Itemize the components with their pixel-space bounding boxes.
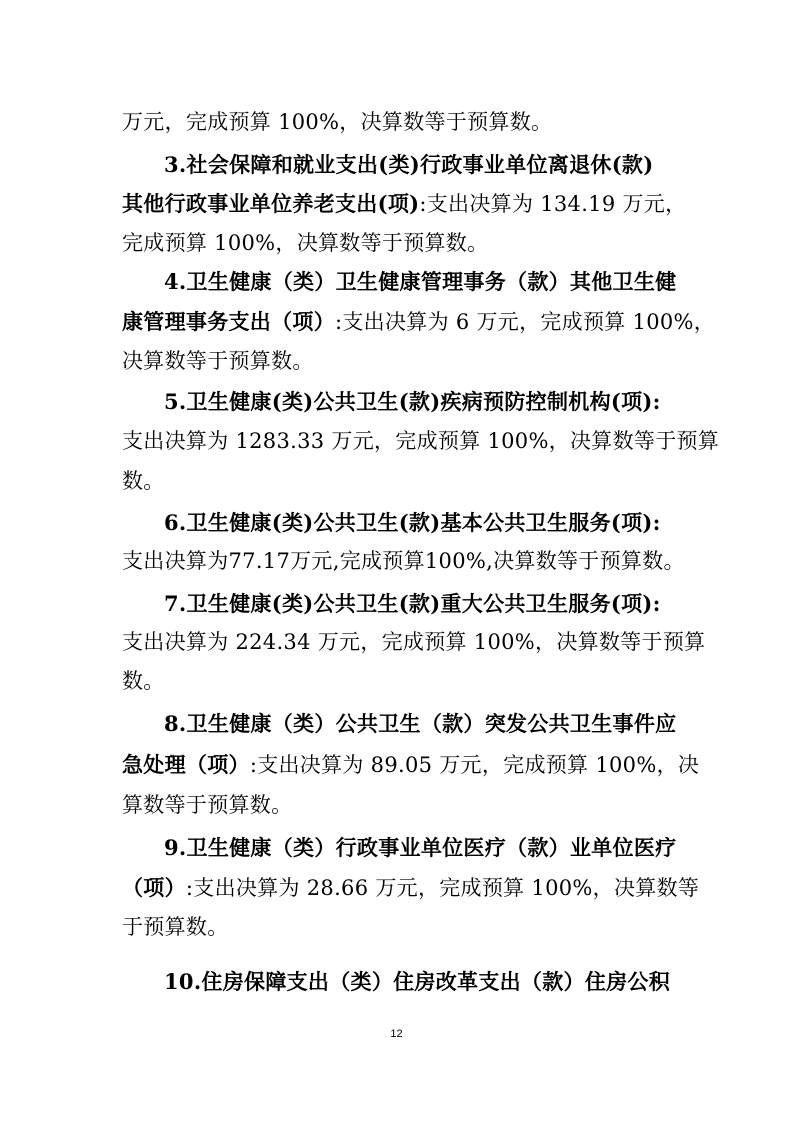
paragraph-line-17: 急处理（项）:支出决算为 89.05 万元，完成预算 100%，决 (122, 752, 700, 777)
paragraph-line-10: 数。 (122, 469, 165, 493)
paragraph-line-22: 10.住房保障支出（类）住房改革支出（款）住房公积 (164, 969, 671, 994)
paragraph-line-2: 3.社会保障和就业支出(类)行政事业单位离退休(款) (164, 152, 654, 177)
paragraph-line-5: 4.卫生健康（类）卫生健康管理事务（款）其他卫生健 (164, 269, 677, 294)
paragraph-line-6: 康管理事务支出（项）:支出决算为 6 万元，完成预算 100%， (122, 309, 716, 334)
paragraph-line-3: 其他行政事业单位养老支出(项):支出决算为 134.19 万元， (122, 191, 687, 216)
paragraph-line-8: 5.卫生健康(类)公共卫生(款)疾病预防控制机构(项): (164, 389, 661, 414)
paragraph-line-7: 决算数等于预算数。 (122, 349, 314, 373)
page-number: 12 (390, 1028, 403, 1040)
paragraph-line-1: 万元，完成预算 100%，决算数等于预算数。 (122, 110, 553, 134)
paragraph-line-9: 支出决算为 1283.33 万元，完成预算 100%，决算数等于预算 (122, 429, 720, 453)
paragraph-line-15: 数。 (122, 669, 165, 693)
paragraph-line-11: 6.卫生健康(类)公共卫生(款)基本公共卫生服务(项): (164, 510, 661, 535)
paragraph-line-19: 9.卫生健康（类）行政事业单位医疗（款）业单位医疗 (164, 835, 677, 860)
paragraph-line-21: 于预算数。 (122, 915, 229, 939)
paragraph-line-4: 完成预算 100%，决算数等于预算数。 (122, 231, 489, 255)
paragraph-line-20: （项）:支出决算为 28.66 万元，完成预算 100%，决算数等 (122, 875, 700, 900)
paragraph-line-18: 算数等于预算数。 (122, 793, 293, 817)
paragraph-line-13: 7.卫生健康(类)公共卫生(款)重大公共卫生服务(项): (164, 591, 661, 616)
paragraph-line-14: 支出决算为 224.34 万元，完成预算 100%，决算数等于预算 (122, 630, 706, 654)
paragraph-line-16: 8.卫生健康（类）公共卫生（款）突发公共卫生事件应 (164, 711, 677, 736)
paragraph-line-12: 支出决算为77.17万元,完成预算100%,决算数等于预算数。 (122, 549, 685, 573)
